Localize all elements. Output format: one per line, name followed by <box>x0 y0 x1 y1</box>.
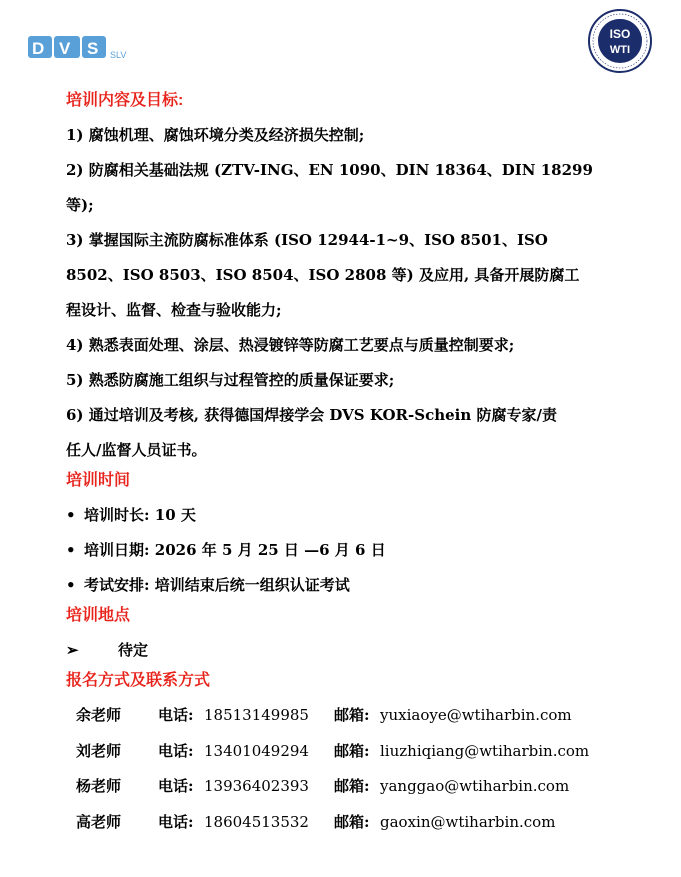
contact-email[interactable]: gaoxin@wtiharbin.com <box>380 812 556 831</box>
contact-name: 余老师 <box>76 706 122 724</box>
dvs-logo-s: S <box>87 39 99 58</box>
phone-label: 电话: <box>158 812 194 831</box>
bullet-icon: • <box>66 506 76 524</box>
contact-phone[interactable]: 13401049294 <box>204 741 309 760</box>
time-dates-text: 培训日期: 2026 年 5 月 25 日 —6 月 6 日 <box>84 541 386 559</box>
bullet-icon: • <box>66 541 76 559</box>
goal-line-9: 6) 通过培训及考核, 获得德国焊接学会 DVS KOR-Schein 防腐专家/责 <box>66 406 557 424</box>
arrow-right-icon: ➢ <box>66 641 79 659</box>
contact-phone[interactable]: 13936402393 <box>204 777 309 795</box>
goal-line-5: 8502、ISO 8503、ISO 8504、ISO 2808 等) 及应用, 具备开展防腐工 <box>66 266 580 284</box>
location-item <box>66 633 626 668</box>
dvs-logo <box>28 32 173 66</box>
page-content <box>66 88 626 840</box>
phone-label: 电话: <box>158 706 194 724</box>
goals-title: 培训内容及目标: <box>66 92 184 109</box>
dvs-logo-sub: SLV <box>110 50 127 60</box>
mail-label: 邮箱: <box>334 777 370 795</box>
goal-line-4: 3) 掌握国际主流防腐标准体系 (ISO 12944-1~9、ISO 8501、ISO <box>66 231 548 249</box>
contact-row <box>66 769 626 805</box>
contact-name: 刘老师 <box>76 741 122 760</box>
location-title: 培训地点 <box>66 607 131 624</box>
time-title: 培训时间 <box>66 472 131 489</box>
phone-label: 电话: <box>158 741 194 760</box>
contact-row <box>66 698 626 734</box>
time-exam-text: 考试安排: 培训结束后统一组织认证考试 <box>84 576 350 594</box>
bullet-icon: • <box>66 576 76 594</box>
goal-line-8: 5) 熟悉防腐施工组织与过程管控的质量保证要求; <box>66 371 395 389</box>
goal-line-2: 2) 防腐相关基础法规 (ZTV-ING、EN 1090、DIN 18364、DIN 18299 <box>66 161 593 179</box>
goal-line-10: 任人/监督人员证书。 <box>66 441 207 459</box>
phone-label: 电话: <box>158 777 194 795</box>
contact-phone[interactable]: 18604513532 <box>204 812 309 831</box>
contact-name: 杨老师 <box>76 777 122 795</box>
contact-row <box>66 805 626 841</box>
contact-email[interactable]: liuzhiqiang@wtiharbin.com <box>380 741 590 760</box>
time-item-exam <box>66 568 626 603</box>
contact-email[interactable]: yuxiaoye@wtiharbin.com <box>380 706 572 724</box>
contact-row <box>66 734 626 770</box>
mail-label: 邮箱: <box>334 741 370 760</box>
contact-name: 高老师 <box>76 812 122 831</box>
contact-title: 报名方式及联系方式 <box>66 672 211 689</box>
goal-line-6: 程设计、监督、检查与验收能力; <box>66 301 282 319</box>
dvs-logo-d: D <box>32 39 45 58</box>
goal-line-1: 1) 腐蚀机理、腐蚀环境分类及经济损失控制; <box>66 126 365 144</box>
mail-label: 邮箱: <box>334 812 370 831</box>
goal-line-7: 4) 熟悉表面处理、涂层、热浸镀锌等防腐工艺要点与质量控制要求; <box>66 336 515 354</box>
wti-logo-wti: WTI <box>609 44 631 56</box>
wti-logo <box>587 8 653 74</box>
time-item-duration <box>66 498 626 533</box>
goal-line-3: 等); <box>66 196 94 214</box>
mail-label: 邮箱: <box>334 706 370 724</box>
wti-logo-iso: ISO <box>609 27 631 41</box>
time-item-dates <box>66 533 626 568</box>
page-header <box>0 0 681 90</box>
contact-phone[interactable]: 18513149985 <box>204 706 309 724</box>
time-duration-text: 培训时长: 10 天 <box>84 506 196 524</box>
dvs-logo-v: V <box>59 39 71 58</box>
contact-email[interactable]: yanggao@wtiharbin.com <box>380 777 570 795</box>
location-value: 待定 <box>118 641 149 659</box>
